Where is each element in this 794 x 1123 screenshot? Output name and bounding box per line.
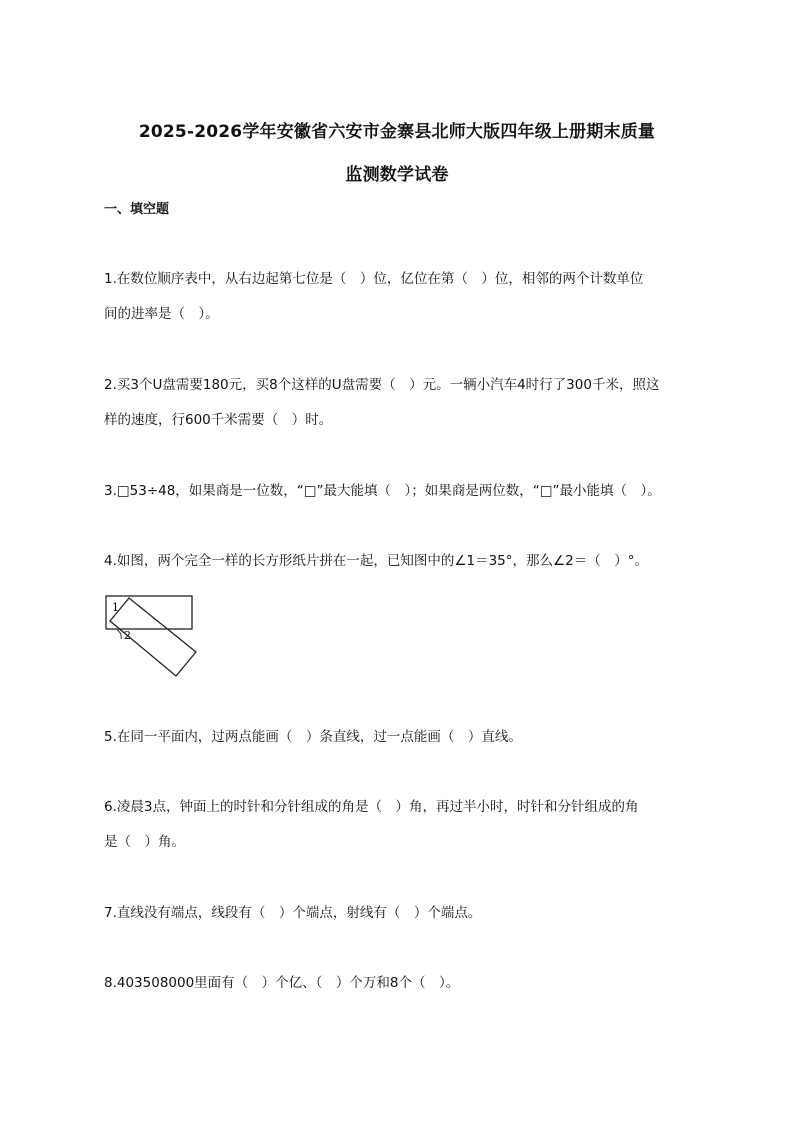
question-8-line1: 8.403508000里面有（ ）个亿、（ ）个万和8个（ ）。 <box>104 975 460 991</box>
angle-1-label: 1 <box>112 601 119 614</box>
question-6 <box>104 790 694 860</box>
question-4-line1: 4.如图，两个完全一样的长方形纸片拼在一起，已知图中的∠1＝35°，那么∠2＝（ ）°。 <box>104 553 648 569</box>
tilted-rectangle <box>110 598 196 676</box>
question-7 <box>104 896 694 931</box>
question-5-line1: 5.在同一平面内，过两点能画（ ）条直线，过一点能画（ ）直线。 <box>104 729 522 745</box>
question-2-line1: 2.买3个U盘需要180元，买8个这样的U盘需要（ ）元。一辆小汽车4时行了300千米，照这 <box>104 377 660 393</box>
question-1-line1: 1.在数位顺序表中，从右边起第七位是（ ）位，亿位在第（ ）位，相邻的两个计数单位 <box>104 271 644 287</box>
angle-2-arc <box>117 630 121 639</box>
question-2-line2: 样的速度，行600千米需要（ ）时。 <box>104 412 333 428</box>
question-2 <box>104 368 694 438</box>
question-4 <box>104 544 694 579</box>
question-8 <box>104 966 694 1001</box>
question-3-line1: 3.□53÷48，如果商是一位数，“□”最大能填（ ）；如果商是两位数，“□”最小能填（ ）。 <box>104 483 661 499</box>
question-7-line1: 7.直线没有端点，线段有（ ）个端点，射线有（ ）个端点。 <box>104 905 482 921</box>
exam-title-line2: 监测数学试卷 <box>345 165 449 185</box>
question-1 <box>104 262 694 332</box>
rectangles-figure <box>104 590 204 685</box>
exam-title-line1: 2025-2026学年安徽省六安市金寨县北师大版四年级上册期末质量 <box>138 122 656 142</box>
section-heading-fill-in: 一、填空题 <box>104 202 170 217</box>
question-6-line2: 是（ ）角。 <box>104 834 185 850</box>
angle-2-label: 2 <box>124 629 131 642</box>
question-5 <box>104 720 694 755</box>
question-1-line2: 间的进率是（ ）。 <box>104 306 219 322</box>
question-6-line1: 6.凌晨3点，钟面上的时针和分针组成的角是（ ）角，再过半小时，时针和分针组成的角 <box>104 799 639 815</box>
question-3 <box>104 474 694 509</box>
